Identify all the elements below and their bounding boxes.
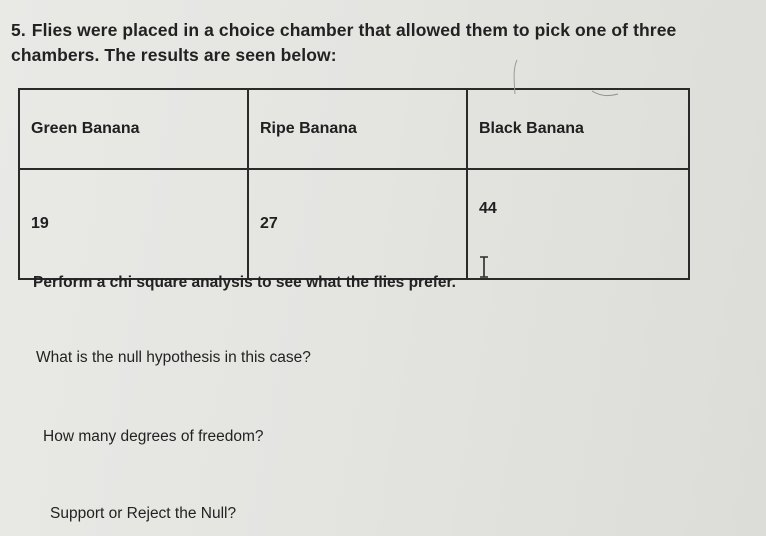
pencil-mark [590,88,620,102]
value-ripe-banana: 27 [248,169,467,279]
pencil-mark [505,58,535,98]
question-body: Flies were placed in a choice chamber that allowed them to pick one of three chambers. The results are seen below: [11,20,677,65]
table-header-row [19,89,689,169]
question-number: 5. [11,20,26,40]
header-black-banana: Black Banana [467,89,689,169]
text-cursor-icon [478,256,490,278]
prompt-null-hypothesis: What is the null hypothesis in this case? [36,349,311,366]
results-table [18,88,690,280]
prompt-chi-square: Perform a chi square analysis to see what the flies prefer. [33,274,456,291]
prompt-support-reject: Support or Reject the Null? [50,505,237,522]
question-text [11,18,751,68]
value-green-banana: 19 [19,169,248,279]
header-ripe-banana: Ripe Banana [248,89,467,169]
prompt-degrees-freedom: How many degrees of freedom? [43,428,264,445]
value-black-banana: 44 [467,169,689,279]
header-green-banana: Green Banana [19,89,248,169]
table-value-row [19,169,689,279]
